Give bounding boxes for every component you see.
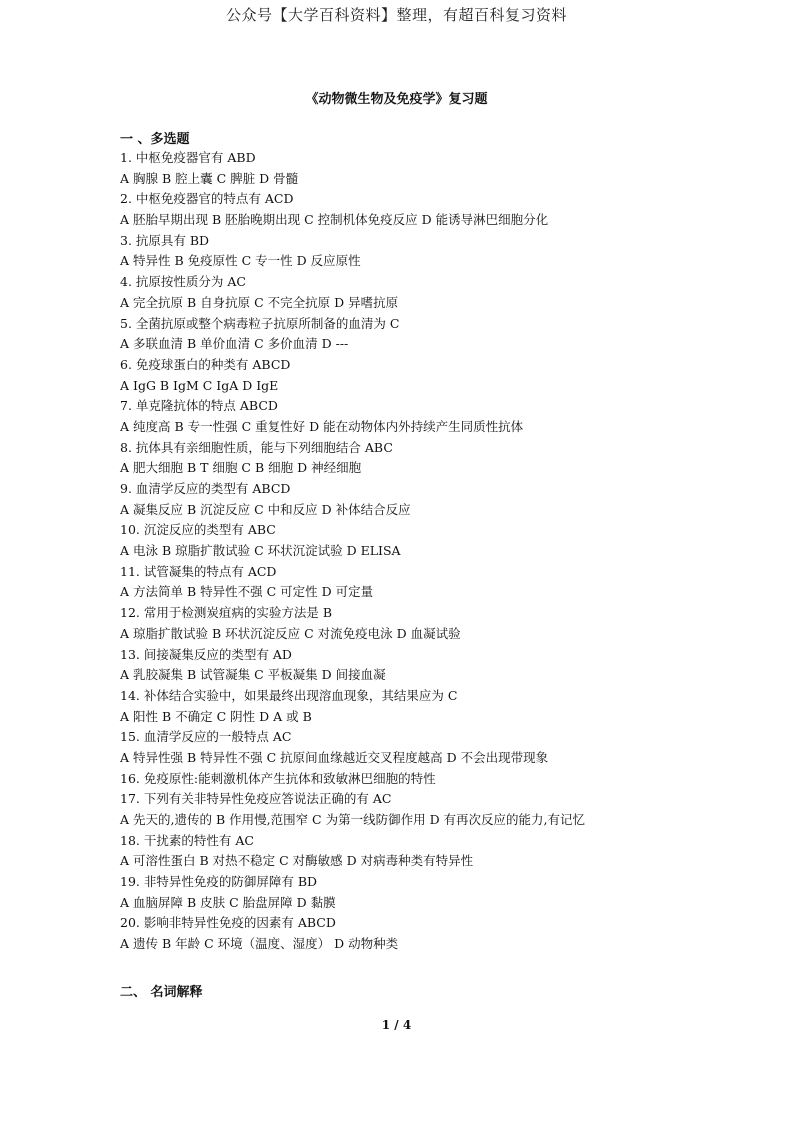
page-header: 公众号【大学百科资料】整理，有超百科复习资料 bbox=[225, 6, 567, 24]
question-line: 10. 沉淀反应的类型有 ABC bbox=[120, 522, 276, 538]
page-number: 1 / 4 bbox=[381, 1018, 412, 1032]
section-title-multiple-choice: 一 、多选题 bbox=[120, 132, 190, 147]
question-line: 13. 间接凝集反应的类型有 AD bbox=[120, 646, 292, 662]
question-line: 12. 常用于检测炭疽病的实验方法是 B bbox=[120, 605, 333, 621]
question-line: 4. 抗原按性质分为 AC bbox=[120, 274, 246, 290]
answer-options-line: A 方法简单 B 特异性不强 C 可定性 D 可定量 bbox=[120, 584, 374, 600]
answer-options-line: A 遗传 B 年龄 C 环境（温度、湿度） D 动物种类 bbox=[120, 936, 399, 952]
question-line: 17. 下列有关非特异性免疫应答说法正确的有 AC bbox=[120, 791, 392, 807]
question-line: 11. 试管凝集的特点有 ACD bbox=[120, 563, 277, 579]
answer-options-line: A 可溶性蛋白 B 对热不稳定 C 对酶敏感 D 对病毒种类有特异性 bbox=[120, 853, 474, 869]
answer-options-line: A 胸腺 B 腔上囊 C 脾脏 D 骨髓 bbox=[120, 170, 299, 186]
answer-options-line: A 乳胶凝集 B 试管凝集 C 平板凝集 D 间接血凝 bbox=[120, 667, 386, 683]
question-line: 8. 抗体具有亲细胞性质，能与下列细胞结合 ABC bbox=[120, 439, 393, 455]
section-title-term-explanation: 二、 名词解释 bbox=[120, 985, 203, 1000]
answer-options-line: A 电泳 B 琼脂扩散试验 C 环状沉淀试验 D ELISA bbox=[120, 543, 401, 559]
question-line: 15. 血清学反应的一般特点 AC bbox=[120, 729, 292, 745]
answer-options-line: A 纯度高 B 专一性强 C 重复性好 D 能在动物体内外持续产生同质性抗体 bbox=[120, 418, 524, 434]
answer-options-line: A 先天的,遗传的 B 作用慢,范围窄 C 为第一线防御作用 D 有再次反应的能力,有记忆 bbox=[120, 812, 586, 827]
question-line: 1. 中枢免疫器官有 ABD bbox=[120, 150, 256, 165]
question-line: 3. 抗原具有 BD bbox=[120, 232, 210, 248]
answer-options-line: A 琼脂扩散试验 B 环状沉淀反应 C 对流免疫电泳 D 血凝试验 bbox=[120, 625, 461, 641]
answer-options-line: A 胚胎早期出现 B 胚胎晚期出现 C 控制机体免疫反应 D 能诱导淋巴细胞分化 bbox=[120, 212, 549, 228]
question-line: 16. 免疫原性:能刺激机体产生抗体和致敏淋巴细胞的特性 bbox=[120, 770, 436, 786]
document-title: 《动物微生物及免疫学》复习题 bbox=[305, 92, 488, 107]
question-line: 5. 全菌抗原或整个病毒粒子抗原所制备的血清为 C bbox=[120, 315, 400, 331]
question-line: 9. 血清学反应的类型有 ABCD bbox=[120, 481, 291, 496]
question-line: 20. 影响非特异性免疫的因素有 ABCD bbox=[120, 915, 336, 931]
answer-options-line: A 完全抗原 B 自身抗原 C 不完全抗原 D 异嗜抗原 bbox=[120, 294, 399, 310]
answer-options-line: A 特异性 B 免疫原性 C 专一性 D 反应原性 bbox=[120, 253, 361, 269]
answer-options-line: A 特异性强 B 特异性不强 C 抗原间血缘越近交叉程度越高 D 不会出现带现象 bbox=[120, 749, 549, 765]
answer-options-line: A 血脑屏障 B 皮肤 C 胎盘屏障 D 黏膜 bbox=[120, 894, 336, 910]
question-line: 14. 补体结合实验中，如果最终出现溶血现象，其结果应为 C bbox=[120, 687, 458, 703]
question-line: 6. 免疫球蛋白的种类有 ABCD bbox=[120, 356, 291, 372]
answer-options-line: A 凝集反应 B 沉淀反应 C 中和反应 D 补体结合反应 bbox=[120, 501, 411, 517]
question-line: 18. 干扰素的特性有 AC bbox=[120, 832, 254, 848]
answer-options-line: A 阳性 B 不确定 C 阴性 D A 或 B bbox=[120, 708, 312, 724]
answer-options-line: A IgG B IgM C IgA D IgE bbox=[120, 377, 279, 393]
question-line: 7. 单克隆抗体的特点 ABCD bbox=[120, 398, 278, 414]
answer-options-line: A 肥大细胞 B T 细胞 C B 细胞 D 神经细胞 bbox=[120, 460, 362, 476]
answer-options-line: A 多联血清 B 单价血清 C 多价血清 D --- bbox=[120, 336, 349, 352]
question-list bbox=[120, 148, 740, 955]
question-line: 19. 非特异性免疫的防御屏障有 BD bbox=[120, 874, 318, 890]
question-line: 2. 中枢免疫器官的特点有 ACD bbox=[120, 191, 294, 207]
